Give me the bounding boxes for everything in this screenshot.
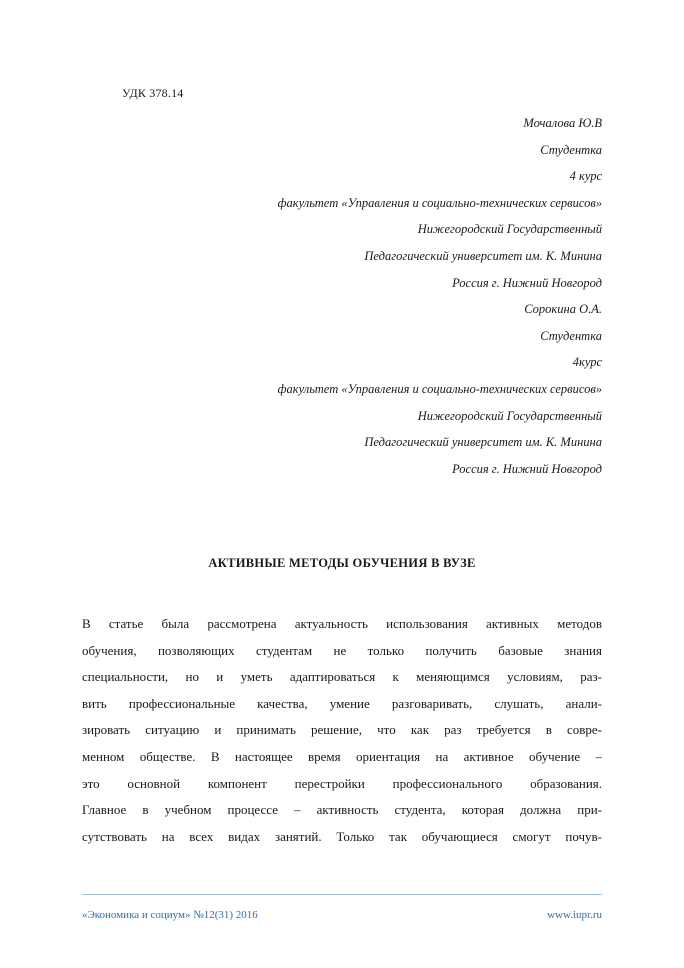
author-university-cont: Педагогический университет им. К. Минина xyxy=(364,435,602,450)
author-university-cont: Педагогический университет им. К. Минина xyxy=(364,248,602,263)
author-name: Сорокина О.А. xyxy=(524,302,602,317)
abstract-line: зировать ситуацию и принимать решение, что как раз требуется в совре- xyxy=(82,722,602,738)
author-location: Россия г. Нижний Новгород xyxy=(452,461,602,476)
author-university: Нижегородский Государственный xyxy=(417,408,602,423)
abstract-line: специальности, но и уметь адаптироваться к меняющимся условиям, раз- xyxy=(82,669,602,685)
abstract-paragraph xyxy=(82,611,602,850)
abstract-line: вить профессиональные качества, умение разговаривать, слушать, анали- xyxy=(82,695,602,711)
abstract-line: В статье была рассмотрена актуальность использования активных методов xyxy=(82,616,602,631)
author-status: Студентка xyxy=(540,142,602,157)
author-year: 4курс xyxy=(572,355,602,370)
author-year: 4 курс xyxy=(569,169,602,184)
article-title: АКТИВНЫЕ МЕТОДЫ ОБУЧЕНИЯ В ВУЗЕ xyxy=(208,556,476,570)
author-faculty: факультет «Управления и социально-технических сервисов» xyxy=(277,381,602,396)
author-faculty: факультет «Управления и социально-технических сервисов» xyxy=(277,195,602,210)
abstract-line: Главное в учебном процессе – активность студента, которая должна при- xyxy=(82,802,602,818)
author-name: Мочалова Ю.В xyxy=(523,116,602,130)
author-university: Нижегородский Государственный xyxy=(417,222,602,237)
abstract-line: сутствовать на всех видах занятий. Только так обучающиеся смогут почув- xyxy=(82,828,602,844)
abstract-line: обучения, позволяющих студентам не только получить базовые знания xyxy=(82,642,602,658)
author-block xyxy=(82,110,602,482)
abstract-line: менном обществе. В настоящее время ориентация на активное обучение – xyxy=(82,748,602,764)
abstract-line: это основной компонент перестройки профессионального образования. xyxy=(82,775,602,791)
footer-divider xyxy=(82,894,602,895)
author-location: Россия г. Нижний Новгород xyxy=(452,275,602,290)
footer-journal: «Экономика и социум» №12(31) 2016 xyxy=(82,909,258,921)
author-status: Студентка xyxy=(540,328,602,343)
udk-code: УДК 378.14 xyxy=(122,86,184,100)
footer-website-link[interactable]: www.iupr.ru xyxy=(547,909,602,921)
